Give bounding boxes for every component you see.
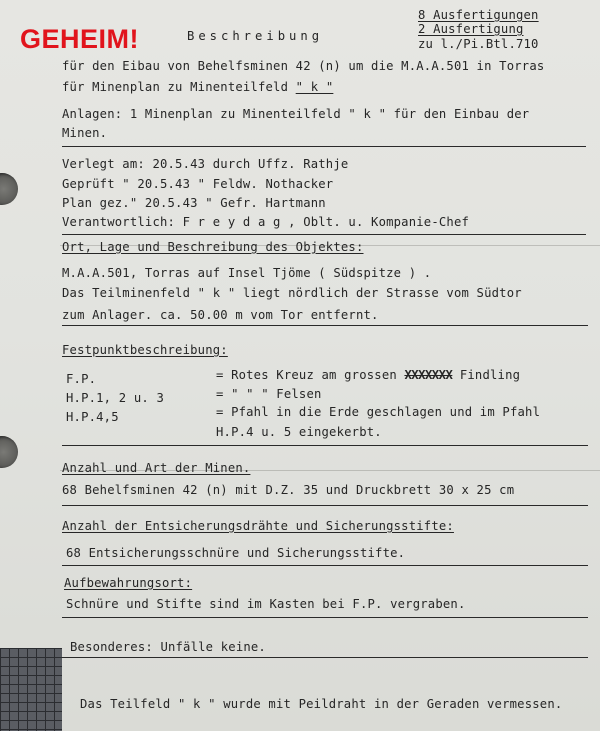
divider bbox=[62, 445, 588, 446]
secret-stamp: GEHEIM! bbox=[20, 24, 140, 54]
divider bbox=[62, 505, 588, 506]
unit-reference: zu l./Pi.Btl.710 bbox=[418, 37, 539, 51]
fixpoint-description: H.P.4 u. 5 eingekerbt. bbox=[216, 425, 382, 439]
storage-line: Schnüre und Stifte sind im Kasten bei F.P. vergraben. bbox=[66, 597, 466, 611]
section-heading: Anzahl der Entsicherungsdrähte und Sicherungsstifte: bbox=[62, 519, 454, 533]
fixpoint-description: = Pfahl in die Erde geschlagen und im Pfahl bbox=[216, 405, 541, 419]
fixpoint-description: = Rotes Kreuz am grossen XXXXXXX Findling bbox=[216, 368, 521, 382]
location-line: M.A.A.501, Torras auf Insel Tjöme ( Südspitze ) . bbox=[62, 266, 432, 280]
cutting-mat-corner bbox=[0, 648, 62, 731]
checked-line: Geprüft " 20.5.43 " Feldw. Nothacker bbox=[62, 177, 334, 191]
binder-hole bbox=[0, 436, 18, 468]
fixpoint-label: H.P.1, 2 u. 3 bbox=[66, 391, 164, 405]
divider bbox=[62, 617, 588, 618]
subject-line: für Minenplan zu Minenteilfeld " k " bbox=[62, 80, 334, 94]
section-heading: Anzahl und Art der Minen. bbox=[62, 461, 251, 475]
wires-line: 68 Entsicherungsschnüre und Sicherungsstifte. bbox=[66, 546, 406, 560]
mines-line: 68 Behelfsminen 42 (n) mit D.Z. 35 und Druckbrett 30 x 25 cm bbox=[62, 483, 515, 497]
divider bbox=[62, 146, 586, 147]
section-heading: Ort, Lage und Beschreibung des Objektes: bbox=[62, 240, 364, 254]
document-title: Beschreibung bbox=[187, 29, 324, 43]
fixpoint-label: F.P. bbox=[66, 372, 97, 386]
binder-hole bbox=[0, 173, 18, 205]
closing-note: Das Teilfeld " k " wurde mit Peildraht in der Geraden vermessen. bbox=[80, 697, 563, 711]
remarks-line: Besonderes: Unfälle keine. bbox=[70, 640, 266, 654]
divider bbox=[62, 234, 586, 235]
subject-line: für den Eibau von Behelfsminen 42 (n) um die M.A.A.501 in Torras bbox=[62, 59, 545, 73]
divider bbox=[62, 657, 588, 658]
fixpoint-description: = " " " Felsen bbox=[216, 387, 322, 401]
attachments-line: Minen. bbox=[62, 126, 108, 140]
copy-number: 2 Ausfertigung bbox=[418, 22, 524, 36]
section-heading: Festpunktbeschreibung: bbox=[62, 343, 228, 357]
responsible-line: Verantwortlich: F r e y d a g , Oblt. u. Kompanie-Chef bbox=[62, 215, 470, 229]
divider bbox=[62, 325, 588, 326]
divider bbox=[62, 565, 588, 566]
copies-count: 8 Ausfertigungen bbox=[418, 8, 539, 22]
location-line: zum Anlager. ca. 50.00 m vom Tor entfernt. bbox=[62, 308, 379, 322]
fixpoint-label: H.P.4,5 bbox=[66, 410, 119, 424]
plan-line: Plan gez." 20.5.43 " Gefr. Hartmann bbox=[62, 196, 326, 210]
laid-line: Verlegt am: 20.5.43 durch Uffz. Rathje bbox=[62, 157, 349, 171]
attachments-line: Anlagen: 1 Minenplan zu Minenteilfeld " k " für den Einbau der bbox=[62, 107, 530, 121]
location-line: Das Teilminenfeld " k " liegt nördlich der Strasse vom Südtor bbox=[62, 286, 522, 300]
section-heading: Aufbewahrungsort: bbox=[64, 576, 193, 590]
